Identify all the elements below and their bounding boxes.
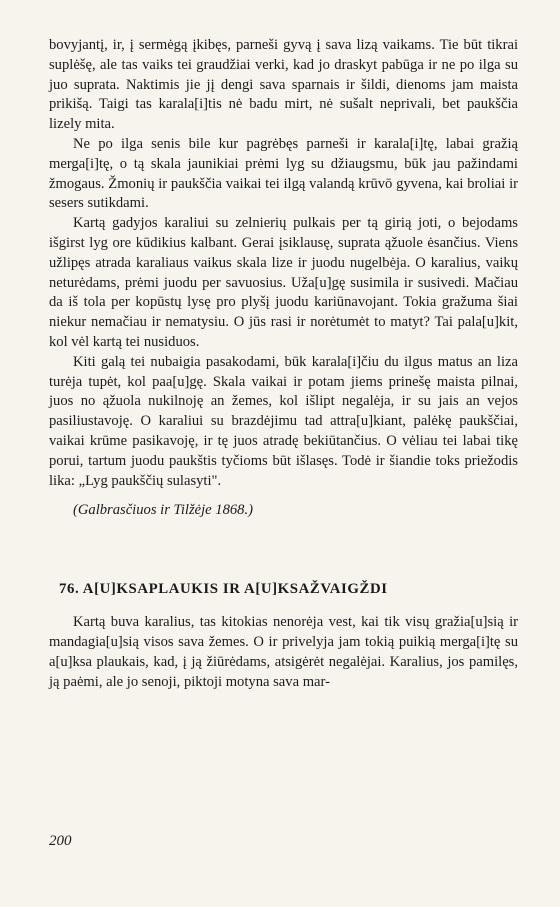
source-citation: (Galbrasčiuos ir Tilžėje 1868.) xyxy=(73,502,253,519)
paragraph: Ne po ilga senis bile kur pagrėbęs parneši ir karala[i]tę, labai gražią merga[i]tę, o tą skala jaunikiai prėmi lyg su džiaugsmu, būk jau pažindami žmogaus. Žmonių ir paukščia vaikai tei ilgą valandą krūvō gyvena, kai broliai ir sesers sutikdami. xyxy=(49,135,518,212)
paragraph: Kartą gadyjos karaliui su zelnierių pulkais per tą girią joti, o bejodams išgirst lyg ore kūdikius kalbant. Gerai įsiklausę, suprata ąžuole ėsančius. Viens užlipęs atrada karaliaus vaikus skala lize ir juodu nugelbėja. O karalius, vaikų neturėdams, prėmi juodu per savuosius. Uža[u]gę susimila ir susivedi. Mačiau da iš tola per kopūstų lysę pro plyšį juodu kariūnavojant. Tokia gražuma šiai niekur nemačiau ir nematysiu. O jūs rasi ir norėtumėt to matyt? Tai pala[u]kit, kol vėl kartą tei nusiduos. xyxy=(49,215,518,350)
paragraph-continued: bovyjantį, ir, į sermėgą įkibęs, parneši gyvą į sava lizą vaikams. Tie būt tikrai suplėšę, ale tas vaiks tei graudžiai verki, kad jo draskyt pabūga ir ne po ilga su juo suprata. Naktimis jie jį dengi sava sparnais ir šildi, dienoms jam maista prikišą. Taigi tas karala[i]tis nė badu mirt, nė sušalt neprivali, bet paukščia lizely mita. xyxy=(49,37,518,133)
paragraph: Kiti galą tei nubaigia pasakodami, būk karala[i]čiu du ilgus matus an liza turėja tupėt, kol paa[u]gę. Skala vaikai ir potam jiems prinešę maista pilnai, juos no ąžuola nukilnoję an žemes, kol išlipt negalėja, ir su jais an vejos pasiliustavoję. O karaliui su brazdėjimu tad attra[u]kiant, palėkę paukščiai, vaikai krūme pasikavoję, ir tę juos atradę bekiūtančius. O vėliau tei labai tikę porui, tartum juodu paukštis tyčioms būt išlasęs. Todė ir šiandie toks priežodis lika: „Lyg paukščių sulasyti". xyxy=(49,353,518,489)
story-heading: 76. A[U]KSAPLAUKIS IR A[U]KSAŽVAIGŽDI xyxy=(59,581,388,598)
page-number: 200 xyxy=(49,833,72,849)
paragraph: Kartą buva karalius, tas kitokias nenorėja vest, kai tik visų gražia[u]sią ir mandagia[u]sią visos sava žemes. O ir privelyja jam tokią puikią merga[i]tę su a[u]ksa plaukais, kad, į ją žiūrėdams, atsigėrėt negalėjai. Karalius, jos pamilęs, ją paėmi, ale jo senoji, piktoji motyna sava mar- xyxy=(49,614,518,690)
